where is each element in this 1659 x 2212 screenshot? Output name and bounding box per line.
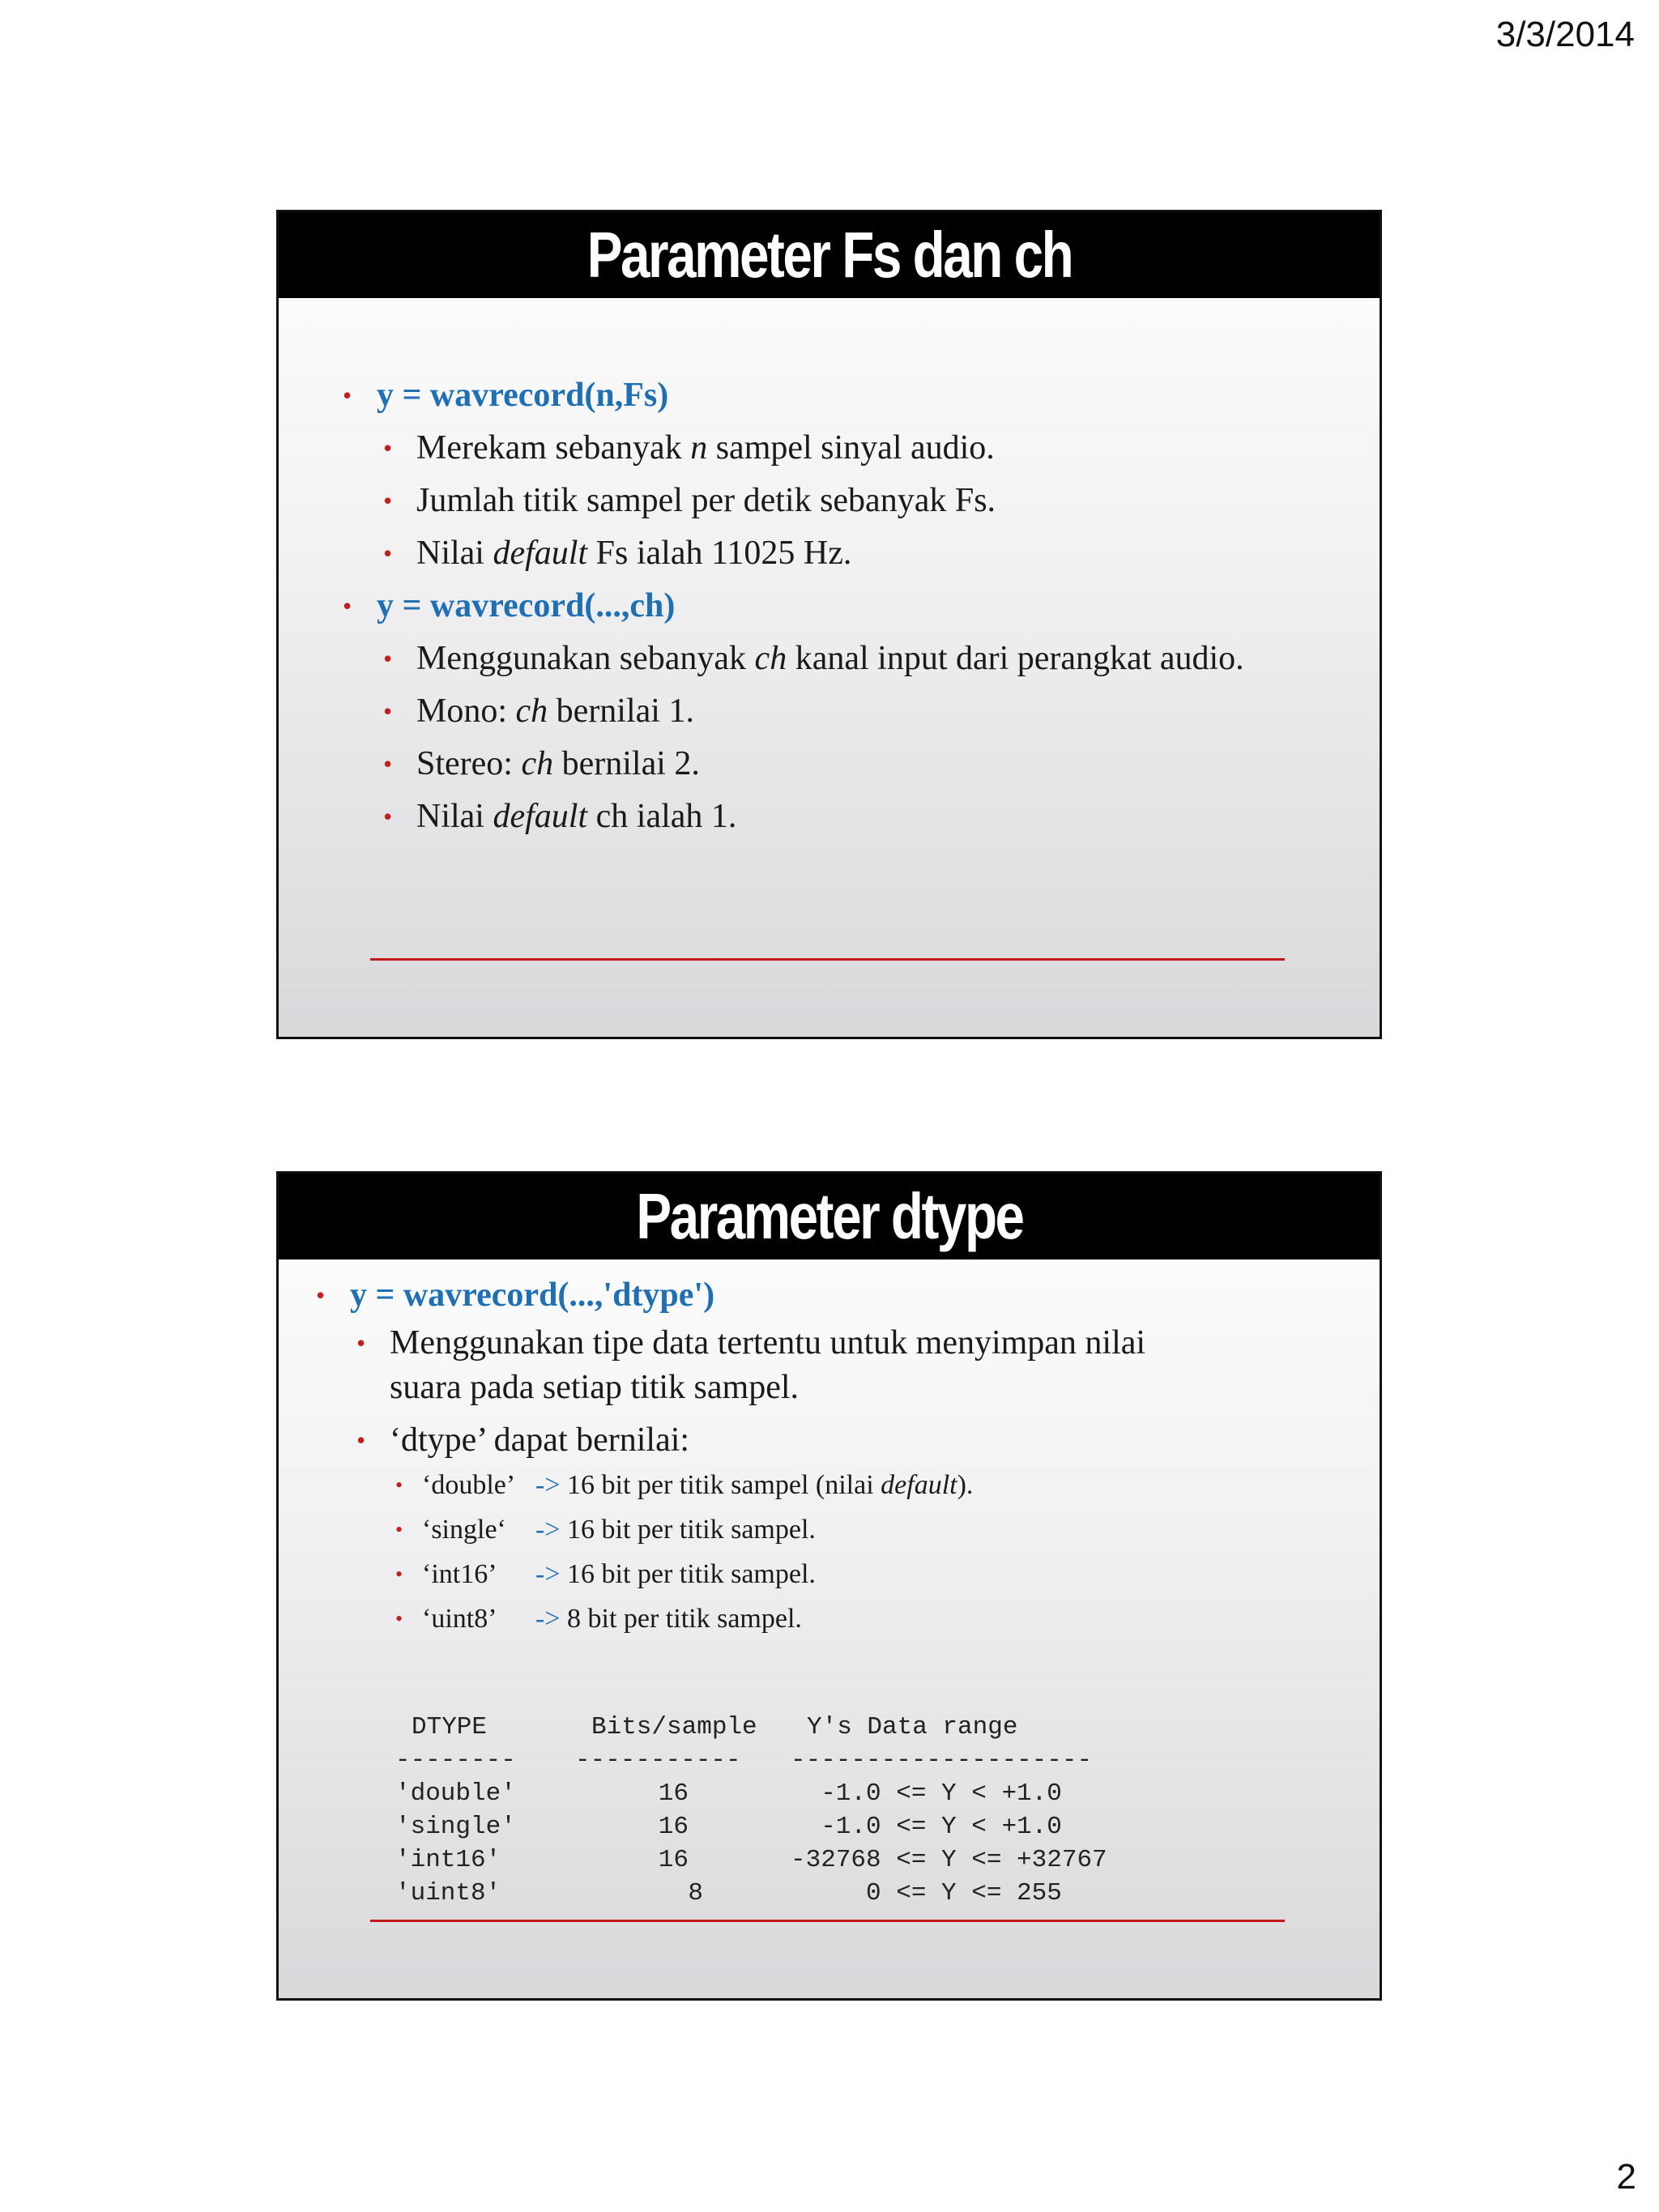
- bullet-dot: •: [356, 1328, 366, 1357]
- text: Mono:: [416, 693, 516, 730]
- text: Merekam sebanyak: [416, 429, 691, 467]
- sub-bullet-item: [279, 1418, 1380, 1463]
- table-header: Y's Data range: [807, 1713, 1018, 1741]
- bullet-dot: •: [383, 486, 393, 515]
- table-dashes: --------: [395, 1746, 516, 1775]
- table-cell: 'single': [395, 1813, 516, 1841]
- text: Nilai: [416, 798, 493, 835]
- table-header: DTYPE: [412, 1713, 488, 1741]
- arrow-text: ->: [535, 1515, 561, 1545]
- dtype-item: [279, 1463, 1380, 1507]
- text: Jumlah titik sampel per detik sebanyak Fs.: [416, 482, 996, 519]
- table-row: [395, 1843, 1107, 1877]
- bullet-dot: •: [383, 539, 393, 568]
- text: 16 bit per titik sampel (nilai: [560, 1470, 881, 1500]
- text: 16 bit per titik sampel.: [560, 1515, 816, 1545]
- slide-parameter-fs-ch: [276, 210, 1382, 1039]
- slide-title-text: Parameter dtype: [635, 1180, 1023, 1252]
- bullet-dot: •: [316, 1281, 326, 1310]
- code-text: y = wavrecord(...,ch): [377, 587, 676, 624]
- bullet-item: [279, 369, 1380, 422]
- italic-text: default: [493, 798, 588, 835]
- bullet-dot: •: [343, 591, 352, 620]
- bullet-dot: •: [383, 644, 393, 673]
- table-header: Bits/sample: [591, 1713, 757, 1741]
- slide-parameter-dtype: [276, 1171, 1382, 2001]
- table-dash-row: [395, 1744, 1093, 1777]
- table-cell: 16: [658, 1779, 689, 1808]
- italic-text: default: [881, 1470, 957, 1500]
- arrow-text: ->: [535, 1559, 561, 1589]
- bullet-list: [279, 369, 1380, 843]
- bullet-dot: •: [383, 433, 393, 462]
- dtype-item: [279, 1507, 1380, 1552]
- table-cell: 'int16': [395, 1846, 501, 1874]
- italic-text: ch: [521, 745, 554, 782]
- dtype-name: ‘single‘: [422, 1515, 506, 1545]
- text: 8 bit per titik sampel.: [560, 1604, 802, 1634]
- bullet-dot: •: [395, 1607, 403, 1630]
- sub-bullet-item: [279, 475, 1380, 527]
- sub-bullet-item: [279, 738, 1380, 791]
- text: 16 bit per titik sampel.: [560, 1559, 816, 1589]
- divider-line: [370, 1920, 1285, 1922]
- bullet-dot: •: [395, 1518, 403, 1541]
- table-cell: -1.0 <= Y < +1.0: [791, 1813, 1062, 1841]
- slide-title: [279, 212, 1380, 298]
- text: sampel sinyal audio.: [707, 429, 995, 467]
- bullet-item: [279, 580, 1380, 633]
- table-cell: 8: [688, 1879, 703, 1907]
- sub-bullet-item: [279, 422, 1380, 475]
- bullet-item: [279, 1269, 1380, 1321]
- code-text: y = wavrecord(n,Fs): [377, 377, 669, 414]
- table-cell: 16: [658, 1846, 689, 1874]
- text: kanal input dari perangkat audio.: [787, 640, 1244, 677]
- text: Fs ialah 11025 Hz.: [587, 535, 852, 572]
- text: bernilai 1.: [548, 693, 694, 730]
- text: Menggunakan sebanyak: [416, 640, 755, 677]
- slide-title-text: Parameter Fs dan ch: [586, 219, 1072, 291]
- italic-text: ch: [515, 693, 548, 730]
- dtype-name: ‘int16’: [422, 1559, 497, 1589]
- slide-title: [279, 1174, 1380, 1259]
- table-cell: -1.0 <= Y < +1.0: [791, 1779, 1062, 1808]
- table-row: [395, 1777, 1062, 1810]
- arrow-text: ->: [535, 1470, 561, 1500]
- bullet-dot: •: [383, 749, 393, 778]
- text: ch ialah 1.: [587, 798, 737, 835]
- sub-bullet-item: [279, 685, 1380, 738]
- sub-bullet-item: [279, 527, 1380, 580]
- table-row: [395, 1810, 1062, 1843]
- table-dashes: -----------: [575, 1746, 741, 1775]
- bullet-dot: •: [383, 697, 393, 726]
- table-cell: -32768 <= Y <= +32767: [791, 1846, 1107, 1874]
- bullet-dot: •: [383, 802, 393, 831]
- sub-bullet-item: [279, 1321, 1380, 1410]
- bullet-dot: •: [395, 1562, 403, 1586]
- text: Nilai: [416, 535, 493, 572]
- italic-text: ch: [754, 640, 787, 677]
- text: ).: [957, 1470, 974, 1500]
- text: suara pada setiap titik sampel.: [390, 1369, 800, 1406]
- bullet-dot: •: [356, 1426, 366, 1455]
- italic-text: n: [690, 429, 708, 467]
- table-dashes: --------------------: [791, 1746, 1093, 1775]
- table-cell: 'double': [395, 1779, 516, 1808]
- table-row: [395, 1877, 1062, 1910]
- bullet-dot: •: [395, 1473, 403, 1497]
- text: ‘dtype’ dapat bernilai:: [390, 1421, 690, 1459]
- table-header-row: [395, 1711, 1018, 1744]
- page-number: 2: [1616, 2157, 1636, 2197]
- dtype-name: ‘double’: [422, 1470, 516, 1500]
- bullet-list: [279, 1269, 1380, 1641]
- table-cell: 'uint8': [395, 1879, 501, 1907]
- arrow-text: ->: [535, 1604, 561, 1634]
- sub-bullet-item: [279, 633, 1380, 685]
- dtype-item: [279, 1596, 1380, 1641]
- table-cell: 16: [658, 1813, 689, 1841]
- divider-line: [370, 958, 1285, 961]
- text: Menggunakan tipe data tertentu untuk menyimpan nilai: [390, 1324, 1146, 1362]
- dtype-item: [279, 1552, 1380, 1596]
- sub-bullet-item: [279, 791, 1380, 843]
- bullet-dot: •: [343, 381, 352, 410]
- page-date: 3/3/2014: [1495, 15, 1635, 54]
- text: Stereo:: [416, 745, 522, 782]
- table-cell: 0 <= Y <= 255: [791, 1879, 1062, 1907]
- dtype-name: ‘uint8’: [422, 1604, 497, 1634]
- code-text: y = wavrecord(...,'dtype'): [350, 1276, 715, 1314]
- text: bernilai 2.: [553, 745, 700, 782]
- dtype-table: [395, 1711, 1107, 1910]
- italic-text: default: [493, 535, 588, 572]
